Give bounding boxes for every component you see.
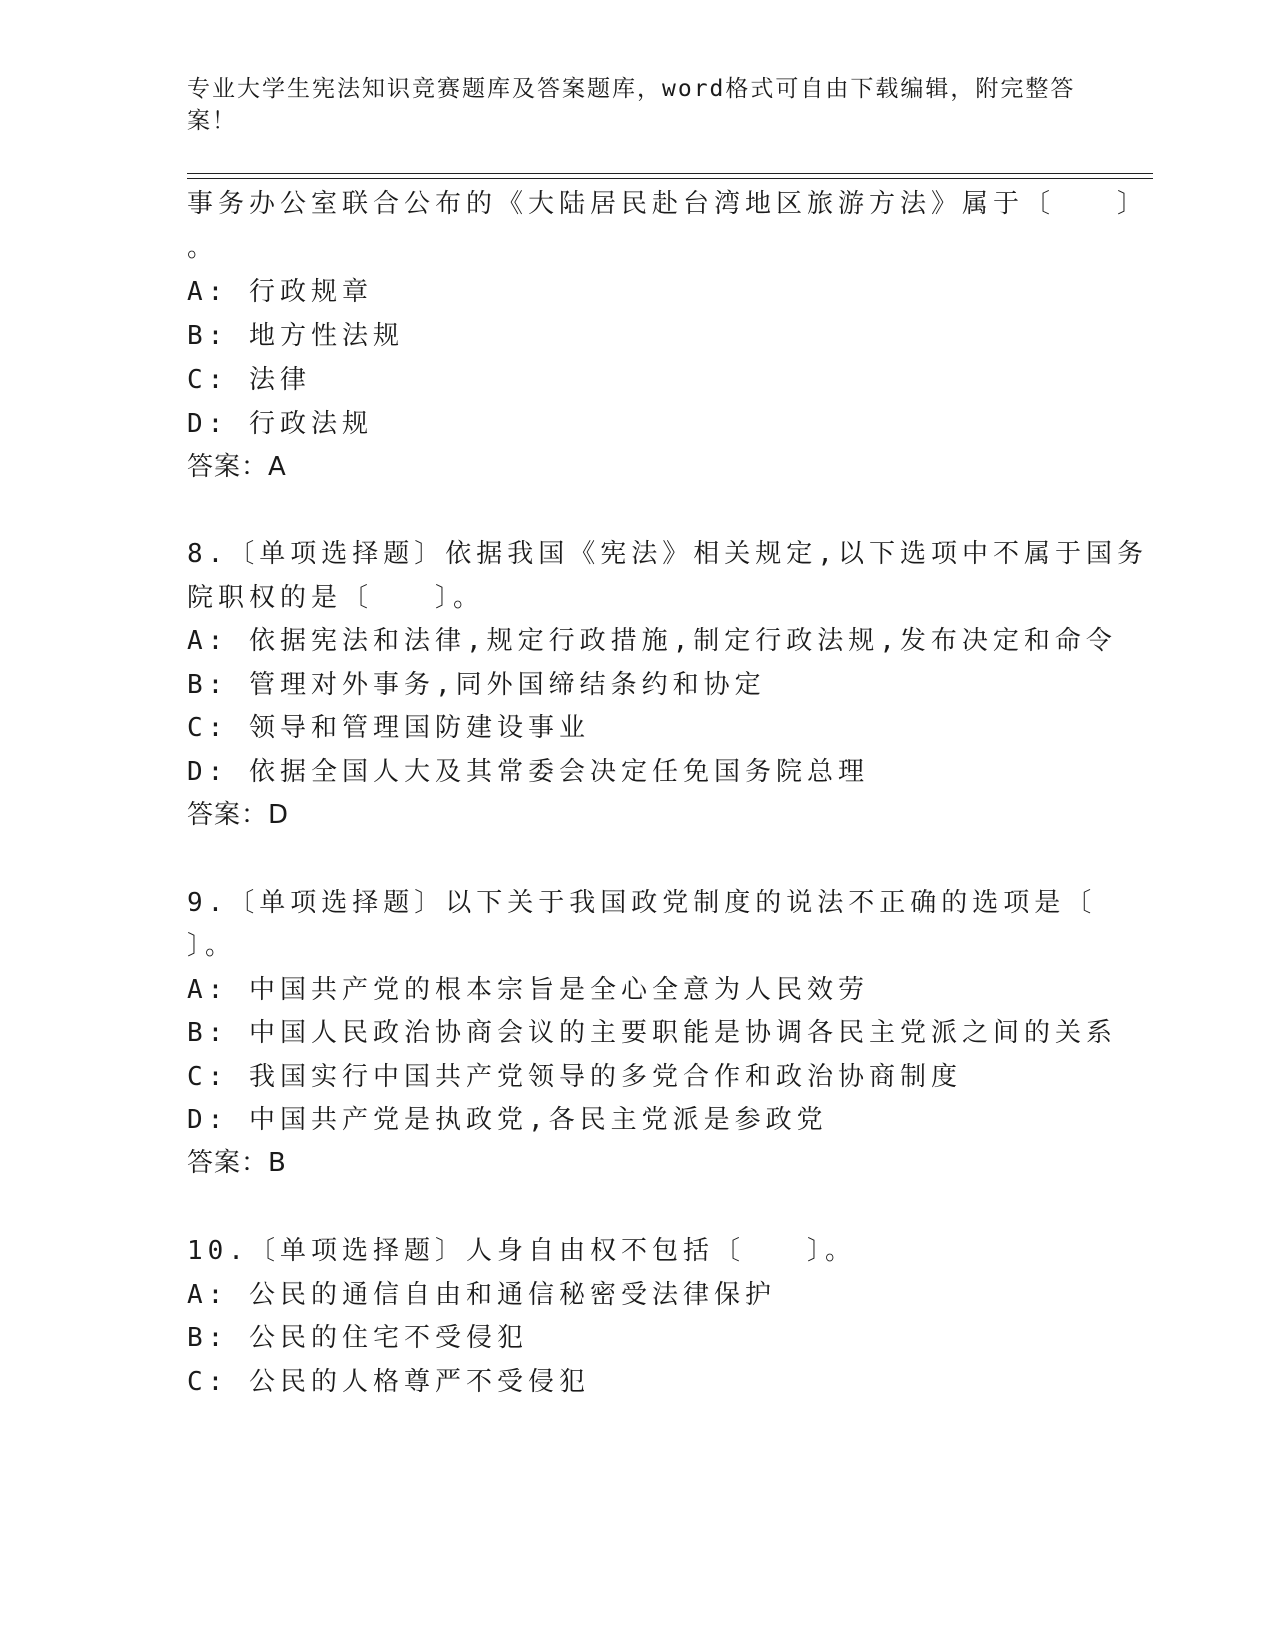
q10-option-c: C: 公民的人格尊严不受侵犯 — [187, 1367, 590, 1397]
q7-stem-line-2: 。 — [187, 233, 219, 263]
q7-option-a: A: 行政规章 — [187, 277, 373, 307]
header-text-line-1: 专业大学生宪法知识竞赛题库及答案题库，word格式可自由下载编辑，附完整答 — [187, 76, 1076, 102]
q10-option-b: B: 公民的住宅不受侵犯 — [187, 1323, 528, 1353]
header-text-line-2: 案！ — [187, 108, 237, 134]
q8-option-c: C: 领导和管理国防建设事业 — [187, 713, 590, 743]
q9-option-a: A: 中国共产党的根本宗旨是全心全意为人民效劳 — [187, 975, 869, 1005]
q8-stem-line-2: 院职权的是〔 〕。 — [187, 583, 485, 613]
q7-option-c: C: 法律 — [187, 365, 311, 395]
q7-answer: 答案：A — [187, 452, 287, 482]
q9-answer: 答案：B — [187, 1148, 287, 1178]
q9-option-c: C: 我国实行中国共产党领导的多党合作和政治协商制度 — [187, 1062, 962, 1092]
header-rule-bottom — [187, 178, 1153, 179]
q7-option-b: B: 地方性法规 — [187, 321, 404, 351]
q9-option-b: B: 中国人民政治协商会议的主要职能是协调各民主党派之间的关系 — [187, 1018, 1117, 1048]
q9-stem-line-1: 9.〔单项选择题〕以下关于我国政党制度的说法不正确的选项是〔 — [187, 888, 1097, 918]
q10-stem-line-1: 10.〔单项选择题〕人身自由权不包括〔 〕。 — [187, 1236, 856, 1266]
q7-stem-line-1: 事务办公室联合公布的《大陆居民赴台湾地区旅游方法》属于〔 〕 — [187, 189, 1149, 219]
q7-option-d: D: 行政法规 — [187, 409, 373, 439]
q8-option-d: D: 依据全国人大及其常委会决定任免国务院总理 — [187, 757, 869, 787]
q9-option-d: D: 中国共产党是执政党,各民主党派是参政党 — [187, 1105, 828, 1135]
q8-stem-line-1: 8.〔单项选择题〕依据我国《宪法》相关规定,以下选项中不属于国务 — [187, 539, 1148, 569]
header-rule-top — [187, 173, 1153, 174]
q8-option-a: A: 依据宪法和法律,规定行政措施,制定行政法规,发布决定和命令 — [187, 626, 1117, 656]
q8-answer: 答案：D — [187, 800, 290, 830]
q9-stem-line-2: 〕。 — [187, 931, 237, 961]
q8-option-b: B: 管理对外事务,同外国缔结条约和协定 — [187, 670, 766, 700]
q10-option-a: A: 公民的通信自由和通信秘密受法律保护 — [187, 1280, 776, 1310]
